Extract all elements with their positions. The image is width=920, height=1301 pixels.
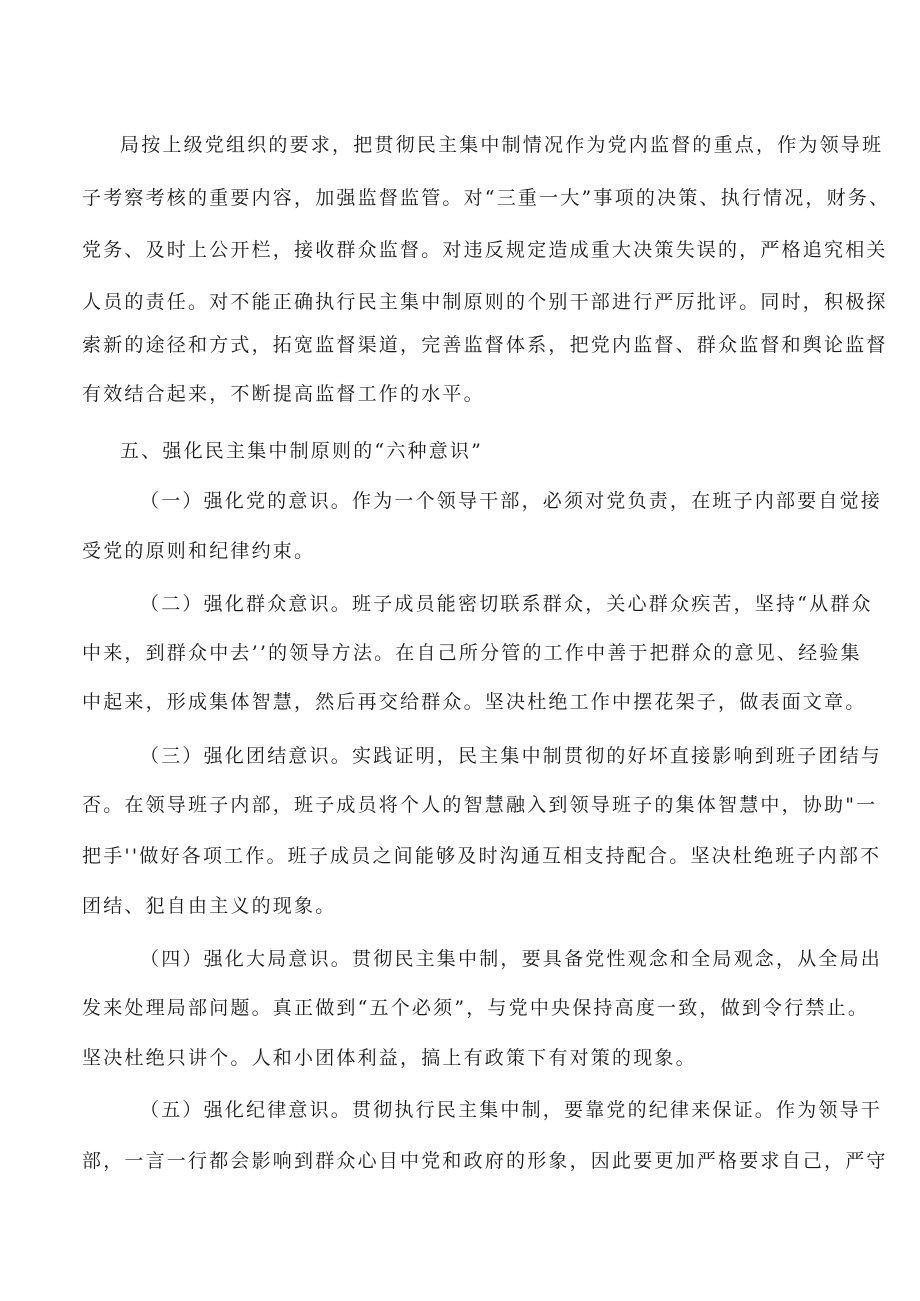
paragraph-4-line-2: 中来，到群众中去’’的领导方法。在自己所分管的工作中善于把群众的意见、经验集	[82, 642, 862, 664]
paragraph-1-line-2: 子考察考核的重要内容，加强监督监管。对“三重一大”事项的决策、执行情况，财务、	[82, 187, 891, 209]
paragraph-4-line-3: 中起来，形成集体智慧，然后再交给群众。坚决杜绝工作中摆花架子，做表面文章。	[82, 691, 867, 713]
paragraph-5-line-2: 否。在领导班子内部，班子成员将个人的智慧融入到领导班子的集体智慧中，协助"一	[82, 794, 878, 816]
paragraph-6-line-3: 坚决杜绝只讲个。人和小团体利益，搞上有政策下有对策的现象。	[82, 1047, 697, 1069]
paragraph-5-line-3: 把手''做好各项工作。班子成员之间能够及时沟通互相支持配合。坚决杜绝班子内部不	[82, 845, 882, 867]
paragraph-5-line-1: （三）强化团结意识。实践证明，民主集中制贯彻的好坏直接影响到班子团结与	[140, 745, 883, 767]
paragraph-3-line-1: （一）强化党的意识。作为一个领导干部，必须对党负责，在班子内部要自觉接	[140, 490, 883, 512]
paragraph-3-line-2: 受党的原则和纪律约束。	[82, 540, 316, 562]
paragraph-1-line-3: 党务、及时上公开栏，接收群众监督。对违反规定造成重大决策失误的，严格追究相关	[82, 239, 888, 261]
paragraph-4-line-1: （二）强化群众意识。班子成员能密切联系群众，关心群众疾苦，坚持“从群众	[140, 593, 873, 615]
paragraph-7-line-1: （五）强化纪律意识。贯彻执行民主集中制，要靠党的纪律来保证。作为领导干	[140, 1099, 883, 1121]
paragraph-1-line-5: 索新的途径和方式，拓宽监督渠道，完善监督体系，把党内监督、群众监督和舆论监督	[82, 334, 888, 356]
paragraph-5-line-4: 团结、犯自由主义的现象。	[82, 895, 337, 917]
paragraph-6-line-2: 发来处理局部问题。真正做到“五个必须”，与党中央保持高度一致，做到令行禁止。	[82, 997, 870, 1019]
paragraph-1-line-1: 局按上级党组织的要求，把贯彻民主集中制情况作为党内监督的重点，作为领导班	[120, 134, 884, 156]
paragraph-6-line-1: （四）强化大局意识。贯彻民主集中制，要具备党性观念和全局观念，从全局出	[140, 948, 883, 970]
paragraph-1-line-6: 有效结合起来，不断提高监督工作的水平。	[82, 383, 485, 405]
paragraph-7-line-2: 部，一言一行都会影响到群众心目中党和政府的形象，因此要更加严格要求自己，严守	[82, 1150, 888, 1172]
paragraph-1-line-4: 人员的责任。对不能正确执行民主集中制原则的个别干部进行严厉批评。同时，积极探	[82, 291, 888, 313]
section-heading-five: 五、强化民主集中制原则的“六种意识”	[120, 440, 484, 462]
